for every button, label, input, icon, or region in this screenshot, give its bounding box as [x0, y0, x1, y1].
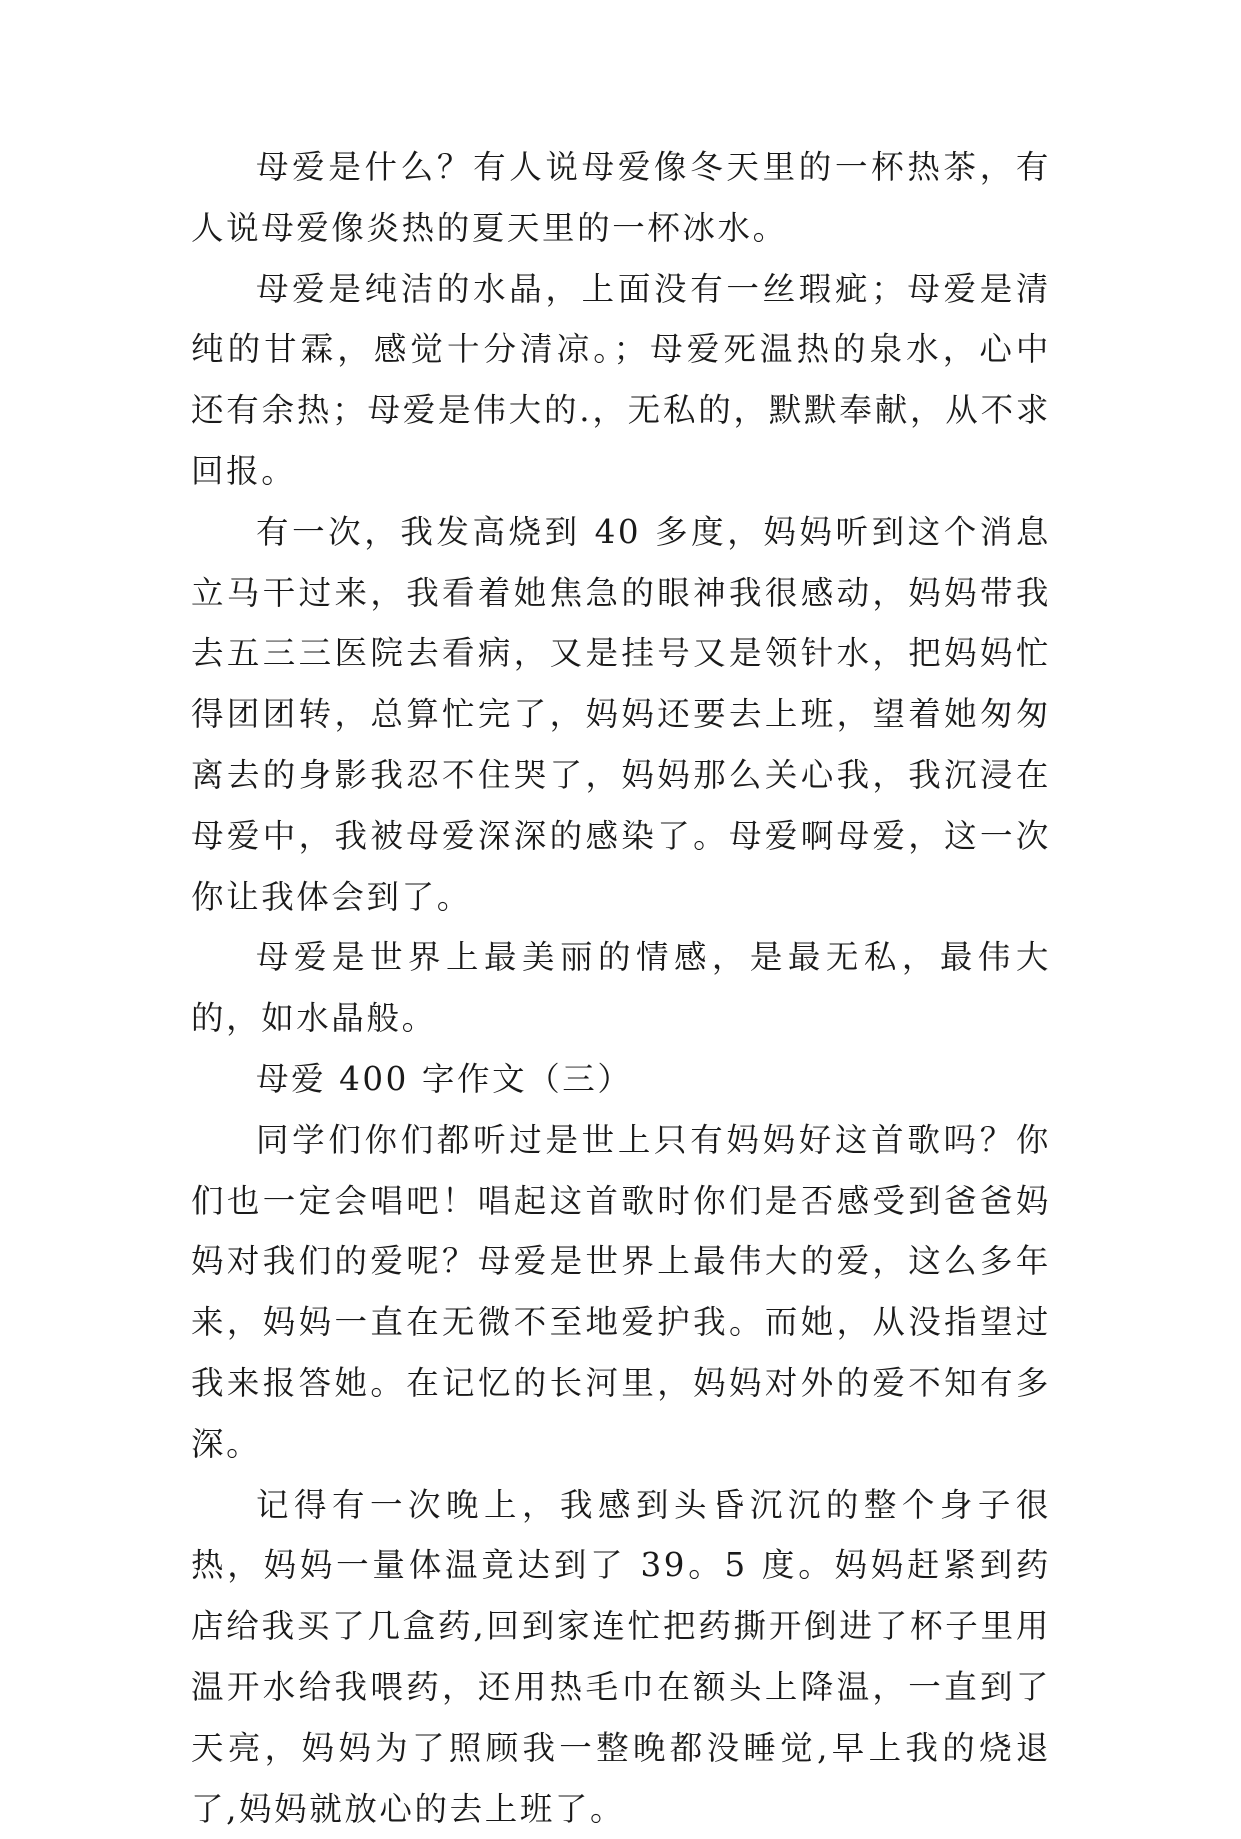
section-heading-essay-three: 母爱 400 字作文（三）: [256, 1059, 633, 1098]
paragraph-only-mother-is-good: 同学们你们都听过是世上只有妈妈好这首歌吗？你们也一定会唱吧！唱起这首歌时你们是否感受到爸爸妈妈对我们的爱呢？母爱是世界上最伟大的爱，这么多年来，妈妈一直在无微不至地爱护我。而她，从没指望过我来报答她。在记忆的长河里，妈妈对外的爱不知有多深。: [191, 1120, 1051, 1463]
paragraph-what-is-mother-love: 母爱是什么？有人说母爱像冬天里的一杯热茶，有人说母爱像炎热的夏天里的一杯冰水。: [191, 148, 1051, 247]
paragraph-most-beautiful-emotion: 母爱是世界上最美丽的情感，是最无私，最伟大的，如水晶般。: [191, 938, 1051, 1038]
paragraph-night-fever-story: 记得有一次晚上，我感到头昏沉沉的整个身子很热，妈妈一量体温竟达到了 39。5 度。妈妈赶紧到药店给我买了几盒药,回到家连忙把药撕开倒进了杯子里用温开水给我喂药，还用热毛巾在额头上降温，一直到了天亮，妈妈为了照顾我一整晚都没睡觉,早上我的烧退了,妈妈就放心的去上班了。: [191, 1485, 1051, 1828]
document-body: [191, 137, 1051, 1839]
paragraph-high-fever-story: 有一次，我发高烧到 40 多度，妈妈听到这个消息立马干过来，我看着她焦急的眼神我很感动，妈妈带我去五三三医院去看病，又是挂号又是领针水，把妈妈忙得团团转，总算忙完了，妈妈还要去上班，望着她匆匆离去的身影我忍不住哭了，妈妈那么关心我，我沉浸在母爱中，我被母爱深深的感染了。母爱啊母爱，这一次你让我体会到了。: [191, 512, 1051, 916]
paragraph-crystal-metaphor: 母爱是纯洁的水晶，上面没有一丝瑕疵；母爱是清纯的甘霖，感觉十分清凉。；母爱死温热的泉水，心中还有余热；母爱是伟大的.，无私的，默默奉献，从不求回报。: [191, 269, 1051, 490]
